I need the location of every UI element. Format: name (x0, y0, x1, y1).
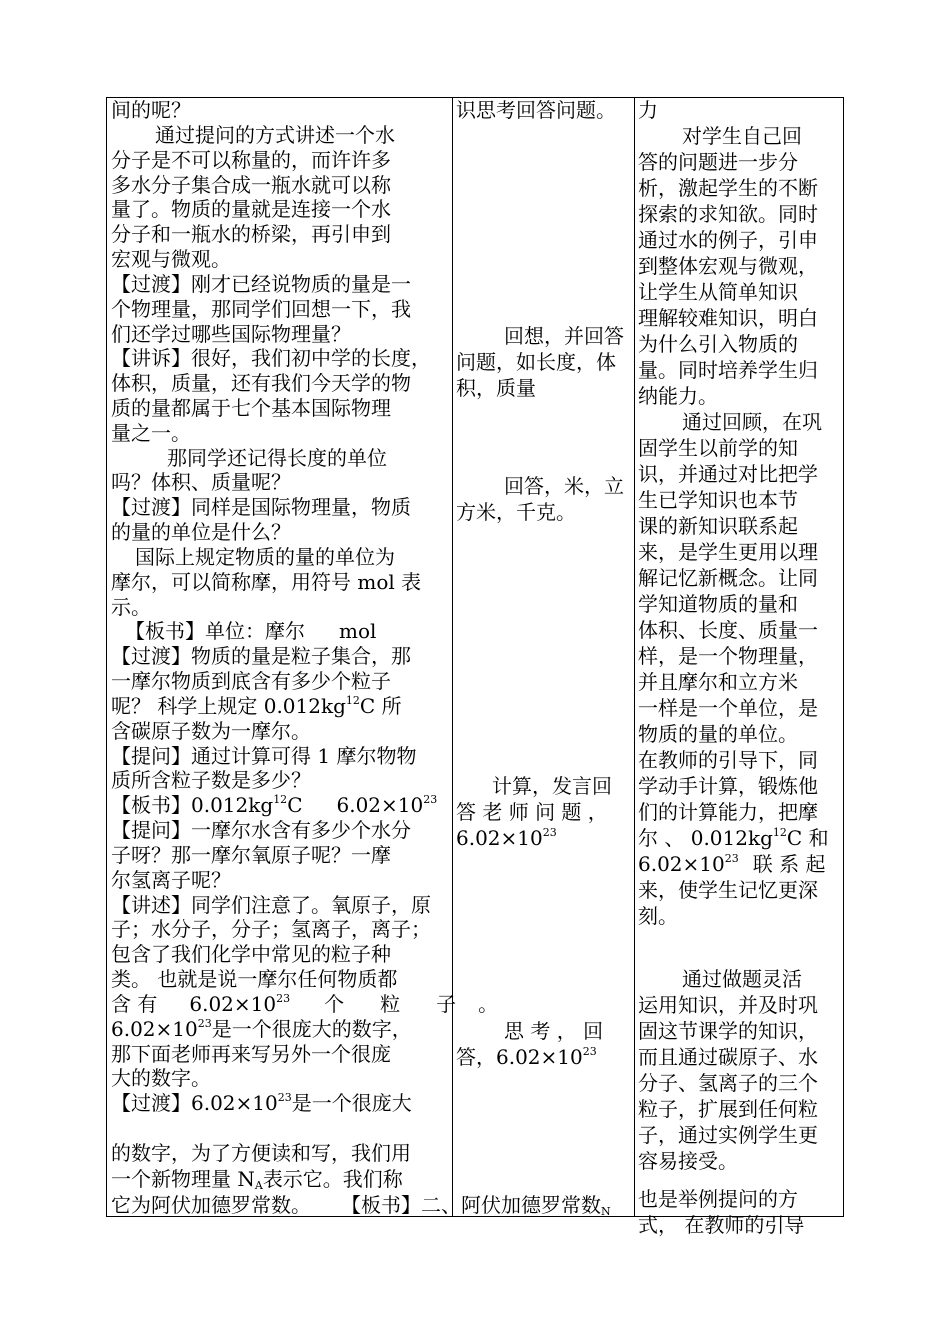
text-line: 学知道物质的量和 (638, 592, 798, 616)
text-line: 国际上规定物质的量的单位为 (135, 545, 395, 569)
text-line: 来，是学生更用以理 (638, 540, 818, 564)
avogadro-subscript: N (601, 1205, 611, 1218)
text-line: 固学生以前学的知 (638, 436, 798, 460)
text-line: 粒子，扩展到任何粒 (638, 1097, 818, 1121)
text-line: 间的呢？ (111, 98, 191, 122)
text-line: 量之一。 (111, 421, 191, 445)
text-line: 答 老 师 问 题 ， (456, 800, 608, 824)
text-line: 尔 、 $0.012kg^{12}C$ 和 (638, 826, 829, 850)
text-line: 答，$6.02\times 10^{23}$ (456, 1045, 597, 1069)
text-line: 【讲诉】很好，我们初中学的长度， (111, 346, 431, 370)
text-line: 体积、长度、质量一 (638, 618, 818, 642)
text-line: 在教师的引导下，同 (638, 748, 818, 772)
text-line: 多水分子集合成一瓶水就可以称 (111, 173, 391, 197)
text-line: 通过做题灵活 (682, 967, 802, 991)
text-line: 答的问题进一步分 (638, 150, 798, 174)
text-line: 量。同时培养学生归 (638, 358, 818, 382)
text-line: 分子、氢离子的三个 (638, 1071, 818, 1095)
text-line: 【板书】单位：摩尔 mol (125, 619, 377, 643)
text-line: 纳能力。 (638, 384, 718, 408)
text-line: 而且通过碳原子、水 (638, 1045, 818, 1069)
text-line: 尔氢离子呢？ (111, 868, 231, 892)
text-line: 【过渡】物质的量是粒子集合，那 (111, 644, 411, 668)
text-line: 生已学知识也本节 (638, 488, 798, 512)
text-line: 物质的量的单位。 (638, 722, 798, 746)
text-line: 积，质量 (456, 376, 536, 400)
text-line: 含碳原子数为一摩尔。 (111, 719, 311, 743)
text-line: 一样是一个单位，是 (638, 696, 818, 720)
text-line: 【提问】一摩尔水含有多少个水分 (111, 818, 411, 842)
text-line: 它为阿伏加德罗常数。 【板书】二、阿伏加德罗常数$_N$ (111, 1193, 611, 1218)
text-line: 式， 在教师的引导 (638, 1213, 805, 1237)
text-line: 问题，如长度，体 (456, 350, 616, 374)
text-line: 探索的求知欲。同时 (638, 202, 818, 226)
text-line: 【板书】$0.012kg^{12}C$ $6.02\times 10^{23}$ (111, 793, 438, 817)
text-line: 理解较难知识，明白 (638, 306, 818, 330)
text-line: 思 考 ， 回 (504, 1019, 604, 1043)
text-line: 力 (638, 98, 658, 122)
text-line: 摩尔，可以简称摩，用符号 mol 表 (111, 570, 422, 594)
avogadro-symbol: 【板书】二、阿伏加德罗常数 (341, 1193, 601, 1217)
text-line: 包含了我们化学中常见的粒子种 (111, 942, 391, 966)
text-line: 回想，并回答 (504, 324, 624, 348)
text-line: 通过水的例子，引申 (638, 228, 818, 252)
text-line: 体积，质量，还有我们今天学的物 (111, 371, 411, 395)
text-line: 对学生自己回 (682, 124, 802, 148)
text-line: 含 有 $6.02\times 10^{23}$ 个 粒 子 。 (111, 992, 499, 1016)
text-line: 运用知识，并及时巩 (638, 993, 818, 1017)
text-line: $6.02\times 10^{23}$ 联 系 起 (638, 852, 826, 876)
text-line: 吗？体积、质量呢？ (111, 470, 291, 494)
text-line: 通过回顾，在巩 (682, 410, 822, 434)
text-line: 子，通过实例学生更 (638, 1123, 818, 1147)
text-line: 【提问】通过计算可得 1 摩尔物物 (111, 744, 417, 768)
text-line: 那下面老师再来写另外一个很庞 (111, 1042, 391, 1066)
text-line: 为什么引入物质的 (638, 332, 798, 356)
text-line: 学动手计算，锻炼他 (638, 774, 818, 798)
text-line: 分子是不可以称量的，而许许多 (111, 148, 391, 172)
text-line: 【过渡】同样是国际物理量，物质 (111, 495, 411, 519)
text-line: 样，是一个物理量， (638, 644, 818, 668)
text-line: $6.02\times 10^{23}$ (456, 826, 557, 850)
text-line: 类。 也就是说一摩尔任何物质都 (111, 967, 398, 991)
text-line: 容易接受。 (638, 1149, 738, 1173)
text-line: 们还学过哪些国际物理量？ (111, 322, 351, 346)
text-line: $6.02\times 10^{23}$是一个很庞大的数字， (111, 1017, 412, 1041)
text-line: 的量的单位是什么？ (111, 520, 291, 544)
text-line: 析，激起学生的不断 (638, 176, 818, 200)
text-line: 一个新物理量 $N_A$表示它。我们称 (111, 1167, 403, 1192)
lesson-plan-table (106, 97, 844, 1237)
text-line: 来，使学生记忆更深 (638, 878, 818, 902)
text-line: 让学生从简单知识 (638, 280, 798, 304)
text-line: 子呀？那一摩尔氧原子呢？一摩 (111, 843, 391, 867)
text-line: 解记忆新概念。让同 (638, 566, 818, 590)
text-line: 的数字，为了方便读和写，我们用 (111, 1141, 411, 1165)
text-line: 方米，千克。 (456, 500, 576, 524)
text-line-last (111, 1143, 449, 1169)
text-line: 们的计算能力，把摩 (638, 800, 818, 824)
text-line: 那同学还记得长度的单位 (167, 446, 387, 470)
text-line: 到整体宏观与微观， (638, 254, 818, 278)
text-line: 计算，发言回 (492, 774, 612, 798)
text-line: 大的数字。 (111, 1066, 211, 1090)
text-line: 一摩尔物质到底含有多少个粒子 (111, 669, 391, 693)
text-line: 宏观与微观。 (111, 247, 231, 271)
text-line: 质所含粒子数是多少？ (111, 768, 311, 792)
text-line: 呢？ 科学上规定 $0.012kg^{12}C$ 所 (111, 694, 402, 718)
text-line: 示。 (111, 595, 151, 619)
text-line: 课的新知识联系起 (638, 514, 798, 538)
student-activity-column (456, 98, 632, 1216)
text-line: 子；水分子，分子；氢离子，离子； (111, 917, 431, 941)
text-line: 【过渡】$6.02\times 10^{23}$是一个很庞大 (111, 1091, 412, 1115)
text-line: 通过提问的方式讲述一个水 (155, 123, 395, 147)
text-line: 个物理量，那同学们回想一下，我 (111, 297, 411, 321)
text-line: 固这节课学的知识， (638, 1019, 818, 1043)
column-divider (452, 98, 453, 1216)
column-divider (634, 98, 635, 1216)
text-line: 识思考回答问题。 (456, 98, 616, 122)
text-line: 刻。 (638, 904, 678, 928)
text-line: 并且摩尔和立方米 (638, 670, 798, 694)
text-line: 质的量都属于七个基本国际物理 (111, 396, 391, 420)
text-line: 【讲述】同学们注意了。氧原子，原 (111, 893, 431, 917)
text-line: 也是举例提问的方 (638, 1187, 798, 1211)
text-line: 回答，米，立 (504, 474, 624, 498)
design-intent-column (638, 98, 842, 1237)
text-line: 【过渡】刚才已经说物质的量是一 (111, 272, 411, 296)
text-line: 量了。物质的量就是连接一个水 (111, 197, 391, 221)
text-line: 识，并通过对比把学 (638, 462, 818, 486)
text-line: 分子和一瓶水的桥梁，再引申到 (111, 222, 391, 246)
